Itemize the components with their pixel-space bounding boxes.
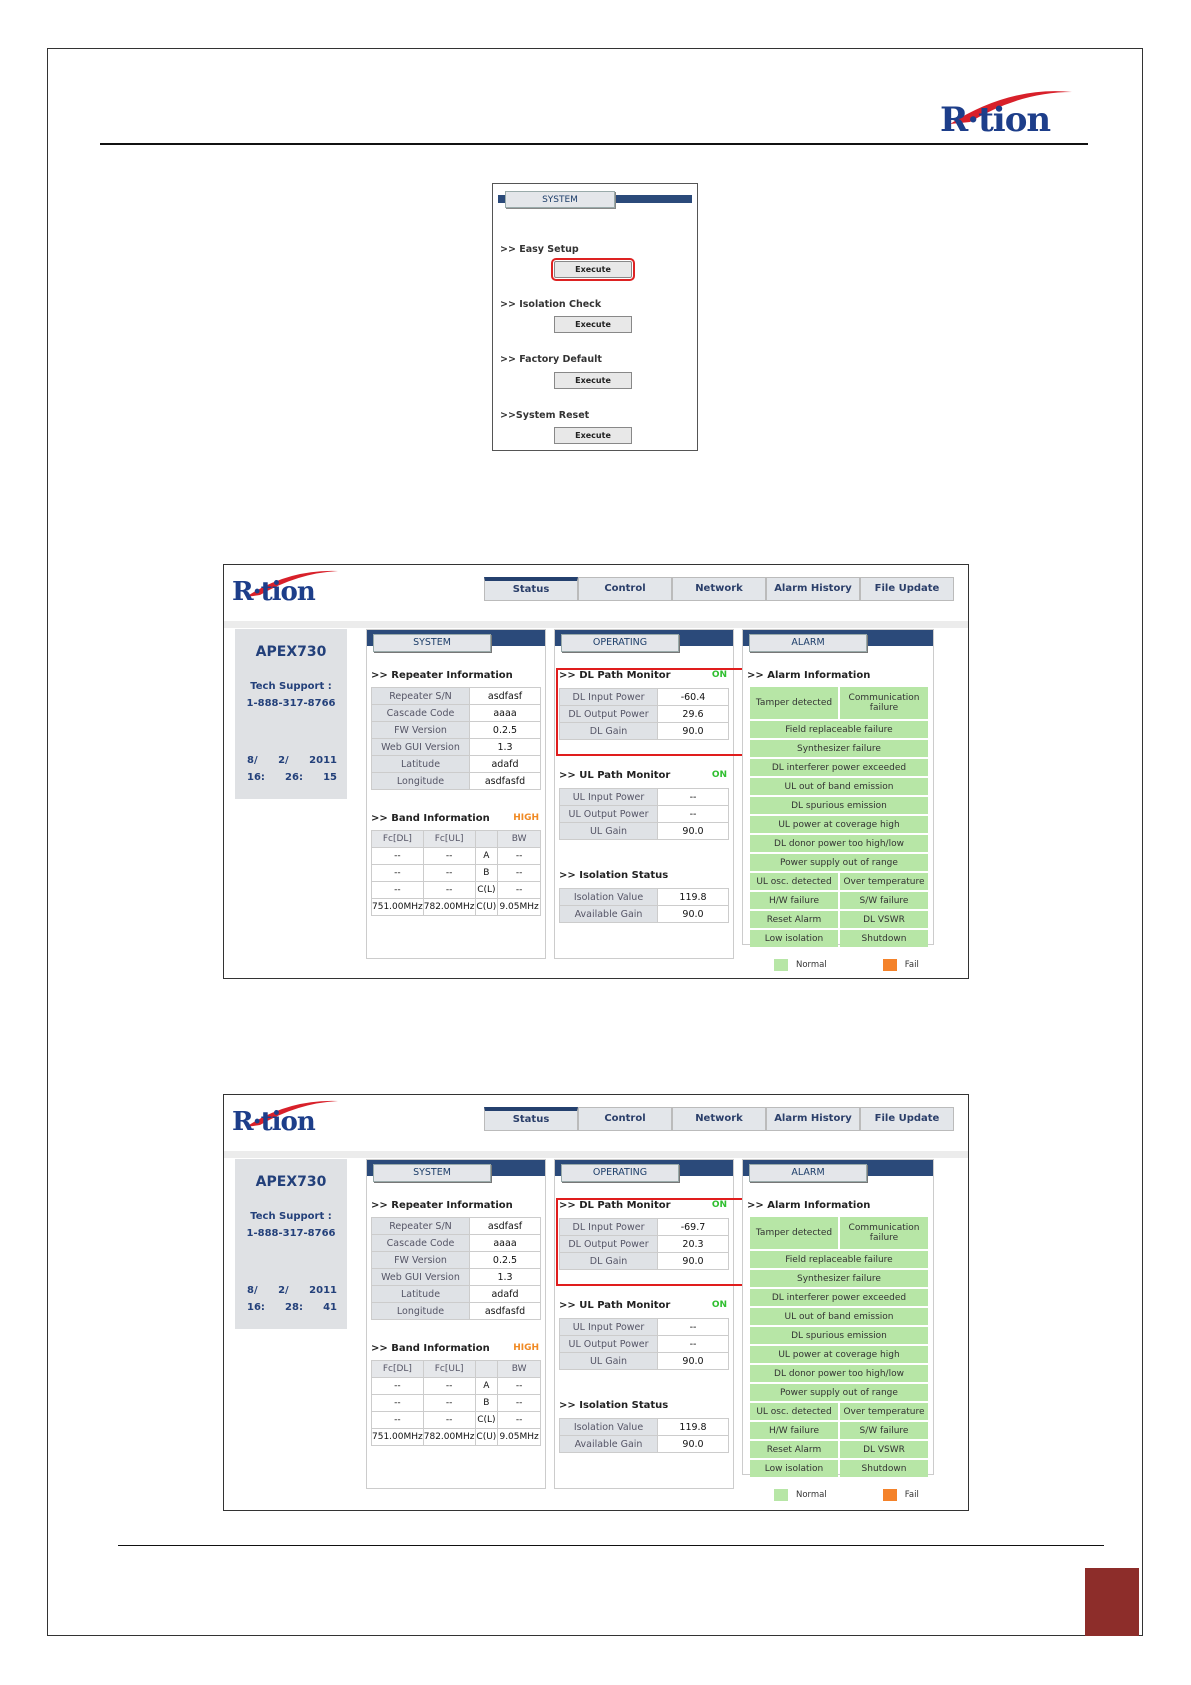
row-label: Latitude (372, 1286, 470, 1303)
table-row (372, 899, 541, 916)
alarm-indicator: UL osc. detected (750, 873, 838, 890)
alarm-indicator: Field replaceable failure (750, 721, 928, 738)
table-cell: A (475, 848, 498, 865)
repeater-info-table (371, 1217, 541, 1320)
tech-support-label: Tech Support : (250, 681, 332, 692)
row-value: -- (658, 789, 729, 806)
row-value: 29.6 (658, 706, 729, 723)
row-value: asdfasf (470, 1218, 541, 1235)
alarm-indicator: S/W failure (840, 1422, 928, 1439)
tab-alarm-history[interactable]: Alarm History (766, 1107, 860, 1131)
time-second: 41 (323, 1302, 337, 1313)
table-cell: B (475, 865, 498, 882)
date-year: 2011 (309, 755, 337, 766)
row-label: DL Gain (560, 723, 658, 740)
tab-alarm-history[interactable]: Alarm History (766, 577, 860, 601)
row-value: 1.3 (470, 1269, 541, 1286)
alarm-indicator: UL power at coverage high (750, 1346, 928, 1363)
table-row (560, 823, 729, 840)
row-label: Web GUI Version (372, 1269, 470, 1286)
legend (774, 1489, 919, 1501)
row-label: DL Input Power (560, 689, 658, 706)
table-row (560, 806, 729, 823)
row-label: UL Output Power (560, 806, 658, 823)
table-row (560, 889, 729, 906)
alarm-indicator: UL power at coverage high (750, 816, 928, 833)
alarm-column (742, 1159, 934, 1475)
nav-tabs (484, 577, 954, 601)
alarm-column (742, 629, 934, 945)
table-row (372, 705, 541, 722)
alarm-indicator: Shutdown (840, 1460, 928, 1477)
column-header: Fc[UL] (423, 1361, 475, 1378)
alarm-info-heading: >> Alarm Information (747, 1200, 871, 1211)
repeater-info-heading: >> Repeater Information (371, 670, 513, 681)
time-hour: 16: (247, 772, 265, 783)
alarm-indicator: Synthesizer failure (750, 1270, 928, 1287)
app-logo (232, 1107, 315, 1137)
table-cell: 9.05MHz (498, 1429, 541, 1446)
operating-caption: OPERATING (561, 1164, 679, 1182)
alarm-grid (750, 687, 928, 947)
normal-swatch (774, 959, 788, 971)
row-label: UL Input Power (560, 1319, 658, 1336)
system-panel (492, 183, 698, 451)
system-caption: SYSTEM (373, 634, 491, 652)
ul-path-status: ON (711, 1300, 727, 1310)
table-row (372, 1378, 541, 1395)
row-value: -69.7 (658, 1219, 729, 1236)
repeater-info-table (371, 687, 541, 790)
alarm-indicator: DL VSWR (840, 911, 928, 928)
nav-tabs (484, 1107, 954, 1131)
system-caption: SYSTEM (373, 1164, 491, 1182)
row-label: UL Input Power (560, 789, 658, 806)
tab-control[interactable]: Control (578, 1107, 672, 1131)
fail-swatch (883, 1489, 897, 1501)
alarm-indicator: Reset Alarm (750, 911, 838, 928)
system-column (366, 629, 546, 959)
row-label: UL Output Power (560, 1336, 658, 1353)
column-header (475, 831, 498, 848)
row-value: asdfasfd (470, 1303, 541, 1320)
dl-path-heading: >> DL Path Monitor ON (559, 1200, 727, 1211)
ul-path-heading: >> UL Path Monitor ON (559, 770, 727, 781)
table-row (372, 882, 541, 899)
table-row (560, 1436, 729, 1453)
ul-path-table (559, 788, 729, 840)
table-cell: 751.00MHz (372, 1429, 424, 1446)
table-row (372, 1286, 541, 1303)
easy-setup-execute-button[interactable]: Execute (554, 261, 632, 278)
table-row (560, 1336, 729, 1353)
row-label: Web GUI Version (372, 739, 470, 756)
tab-file-update[interactable]: File Update (860, 1107, 954, 1131)
row-value: 90.0 (658, 823, 729, 840)
device-time (247, 1302, 337, 1313)
table-header-row (372, 831, 541, 848)
row-label: DL Output Power (560, 1236, 658, 1253)
factory-default-label: >> Factory Default (500, 354, 602, 365)
header-divider (224, 1151, 968, 1158)
column-header: Fc[DL] (372, 831, 424, 848)
table-row (560, 789, 729, 806)
table-cell: -- (498, 848, 541, 865)
row-value: -- (658, 1319, 729, 1336)
dl-path-status: ON (711, 1200, 727, 1210)
tab-network[interactable]: Network (672, 1107, 766, 1131)
table-cell: A (475, 1378, 498, 1395)
isolation-table (559, 1418, 729, 1453)
isolation-table (559, 888, 729, 923)
alarm-indicator: DL donor power too high/low (750, 835, 928, 852)
alarm-indicator: H/W failure (750, 892, 838, 909)
legend-normal-label: Normal (796, 1490, 827, 1500)
band-status: HIGH (513, 1343, 539, 1353)
time-minute: 26: (285, 772, 303, 783)
alarm-info-heading: >> Alarm Information (747, 670, 871, 681)
alarm-tamper-detected: Tamper detected (750, 1217, 838, 1249)
tab-control[interactable]: Control (578, 577, 672, 601)
legend-normal-label: Normal (796, 960, 827, 970)
date-month: 8/ (247, 755, 258, 766)
table-cell: -- (423, 882, 475, 899)
table-cell: C(U) (475, 1429, 498, 1446)
table-row (560, 1319, 729, 1336)
time-hour: 16: (247, 1302, 265, 1313)
system-column (366, 1159, 546, 1489)
row-label: Available Gain (560, 906, 658, 923)
band-info-heading: >> Band Information HIGH (371, 1343, 539, 1354)
row-value: 119.8 (658, 1419, 729, 1436)
row-value: 90.0 (658, 1353, 729, 1370)
row-value: aaaa (470, 1235, 541, 1252)
table-row (372, 1252, 541, 1269)
column-header: Fc[DL] (372, 1361, 424, 1378)
date-day: 2/ (278, 755, 289, 766)
table-cell: 9.05MHz (498, 899, 541, 916)
row-value: -- (658, 806, 729, 823)
column-header: Fc[UL] (423, 831, 475, 848)
device-date (247, 755, 337, 766)
row-value: 90.0 (658, 723, 729, 740)
alarm-indicator: Power supply out of range (750, 1384, 928, 1401)
device-model: APEX730 (255, 644, 327, 660)
table-cell: -- (372, 1412, 424, 1429)
row-label: UL Gain (560, 1353, 658, 1370)
tech-support-number: 1-888-317-8766 (246, 1228, 336, 1239)
easy-setup-label: >> Easy Setup (500, 244, 579, 255)
ul-path-table (559, 1318, 729, 1370)
row-label: Repeater S/N (372, 1218, 470, 1235)
alarm-indicator: Over temperature (840, 873, 928, 890)
alarm-indicator: Low isolation (750, 1460, 838, 1477)
device-info-box (235, 1159, 347, 1329)
time-minute: 28: (285, 1302, 303, 1313)
row-label: Isolation Value (560, 1419, 658, 1436)
row-label: Isolation Value (560, 889, 658, 906)
alarm-tamper-detected: Tamper detected (750, 687, 838, 719)
table-row (372, 773, 541, 790)
system-reset-execute-button[interactable]: Execute (554, 427, 632, 444)
row-value: adafd (470, 1286, 541, 1303)
row-value: aaaa (470, 705, 541, 722)
alarm-indicator: DL interferer power exceeded (750, 1289, 928, 1306)
logo-text: R·tion (940, 100, 1051, 140)
table-row (372, 1269, 541, 1286)
header-divider (224, 621, 968, 628)
table-row (560, 1419, 729, 1436)
band-info-heading: >> Band Information HIGH (371, 813, 539, 824)
row-value: -- (658, 1336, 729, 1353)
alarm-caption: ALARM (749, 1164, 867, 1182)
isolation-check-label: >> Isolation Check (500, 299, 602, 310)
column-header (475, 1361, 498, 1378)
table-cell: -- (423, 1412, 475, 1429)
table-cell: 782.00MHz (423, 1429, 475, 1446)
alarm-indicator: H/W failure (750, 1422, 838, 1439)
row-value: 119.8 (658, 889, 729, 906)
logo-text: R·tion (232, 577, 315, 607)
row-value: 1.3 (470, 739, 541, 756)
time-second: 15 (323, 772, 337, 783)
alarm-indicator: UL osc. detected (750, 1403, 838, 1420)
row-label: FW Version (372, 722, 470, 739)
status-screenshot-2 (223, 1094, 969, 1511)
tab-file-update[interactable]: File Update (860, 577, 954, 601)
table-cell: -- (423, 848, 475, 865)
dl-path-highlight (556, 668, 748, 756)
row-value: asdfasfd (470, 773, 541, 790)
legend (774, 959, 919, 971)
row-label: Available Gain (560, 1436, 658, 1453)
alarm-grid (750, 1217, 928, 1477)
table-row (560, 1353, 729, 1370)
tech-support-label: Tech Support : (250, 1211, 332, 1222)
row-label: Longitude (372, 773, 470, 790)
table-cell: B (475, 1395, 498, 1412)
row-value: 90.0 (658, 1253, 729, 1270)
isolation-check-execute-button[interactable]: Execute (554, 316, 632, 333)
isolation-heading: >> Isolation Status (559, 1400, 669, 1411)
table-cell: -- (372, 882, 424, 899)
table-cell: -- (423, 1378, 475, 1395)
table-row (372, 722, 541, 739)
footer-rule (118, 1545, 1104, 1546)
device-date (247, 1285, 337, 1296)
legend-fail-label: Fail (904, 1490, 919, 1500)
band-status: HIGH (513, 813, 539, 823)
table-row (372, 865, 541, 882)
logo-text: R·tion (232, 1107, 315, 1137)
alarm-indicator: UL out of band emission (750, 778, 928, 795)
alarm-communication-failure: Communication failure (840, 687, 928, 719)
row-value: -60.4 (658, 689, 729, 706)
table-row (372, 1429, 541, 1446)
repeater-info-heading: >> Repeater Information (371, 1200, 513, 1211)
legend-fail-label: Fail (904, 960, 919, 970)
row-label: DL Input Power (560, 1219, 658, 1236)
row-value: 20.3 (658, 1236, 729, 1253)
table-cell: C(L) (475, 1412, 498, 1429)
alarm-indicator: Low isolation (750, 930, 838, 947)
device-time (247, 772, 337, 783)
system-caption: SYSTEM (505, 191, 615, 208)
row-value: 90.0 (658, 1436, 729, 1453)
tab-network[interactable]: Network (672, 577, 766, 601)
row-value: 0.2.5 (470, 722, 541, 739)
table-cell: -- (498, 1395, 541, 1412)
alarm-indicator: S/W failure (840, 892, 928, 909)
row-label: Repeater S/N (372, 688, 470, 705)
table-row (372, 739, 541, 756)
table-cell: -- (498, 1378, 541, 1395)
date-year: 2011 (309, 1285, 337, 1296)
date-day: 2/ (278, 1285, 289, 1296)
alarm-indicator: DL interferer power exceeded (750, 759, 928, 776)
table-cell: -- (372, 865, 424, 882)
band-info-table (371, 830, 541, 916)
table-cell: -- (498, 865, 541, 882)
row-label: Longitude (372, 1303, 470, 1320)
app-logo (232, 577, 315, 607)
band-info-table (371, 1360, 541, 1446)
status-screenshot-1 (223, 564, 969, 979)
tech-support-number: 1-888-317-8766 (246, 698, 336, 709)
row-label: Latitude (372, 756, 470, 773)
dl-path-highlight (556, 1198, 748, 1286)
table-cell: 751.00MHz (372, 899, 424, 916)
tab-status[interactable]: Status (484, 577, 578, 601)
table-cell: -- (423, 865, 475, 882)
table-cell: 782.00MHz (423, 899, 475, 916)
alarm-indicator: DL spurious emission (750, 797, 928, 814)
dl-path-status: ON (711, 670, 727, 680)
alarm-indicator: UL out of band emission (750, 1308, 928, 1325)
alarm-indicator: DL donor power too high/low (750, 1365, 928, 1382)
table-row (372, 848, 541, 865)
table-cell: -- (372, 848, 424, 865)
row-label: FW Version (372, 1252, 470, 1269)
device-info-box (235, 629, 347, 799)
column-header: BW (498, 831, 541, 848)
row-value: 0.2.5 (470, 1252, 541, 1269)
device-model: APEX730 (255, 1174, 327, 1190)
row-value: 90.0 (658, 906, 729, 923)
normal-swatch (774, 1489, 788, 1501)
alarm-indicator: DL VSWR (840, 1441, 928, 1458)
alarm-indicator: Field replaceable failure (750, 1251, 928, 1268)
table-cell: C(U) (475, 899, 498, 916)
alarm-indicator: Over temperature (840, 1403, 928, 1420)
column-header: BW (498, 1361, 541, 1378)
dl-path-heading: >> DL Path Monitor ON (559, 670, 727, 681)
table-row (372, 1412, 541, 1429)
alarm-indicator: Power supply out of range (750, 854, 928, 871)
date-month: 8/ (247, 1285, 258, 1296)
table-cell: -- (372, 1395, 424, 1412)
tab-status[interactable]: Status (484, 1107, 578, 1131)
table-row (372, 1218, 541, 1235)
brand-logo (940, 100, 1050, 140)
ul-path-heading: >> UL Path Monitor ON (559, 1300, 727, 1311)
header-rule (100, 143, 1088, 145)
table-row (560, 906, 729, 923)
table-row (372, 688, 541, 705)
table-cell: -- (423, 1395, 475, 1412)
ul-path-status: ON (711, 770, 727, 780)
row-label: DL Gain (560, 1253, 658, 1270)
row-label: DL Output Power (560, 706, 658, 723)
alarm-indicator: Synthesizer failure (750, 740, 928, 757)
table-cell: -- (372, 1378, 424, 1395)
table-cell: -- (498, 1412, 541, 1429)
row-label: Cascade Code (372, 705, 470, 722)
table-cell: C(L) (475, 882, 498, 899)
system-reset-label: >>System Reset (500, 410, 590, 421)
table-header-row (372, 1361, 541, 1378)
operating-caption: OPERATING (561, 634, 679, 652)
table-row (372, 756, 541, 773)
factory-default-execute-button[interactable]: Execute (554, 372, 632, 389)
fail-swatch (883, 959, 897, 971)
alarm-indicator: Reset Alarm (750, 1441, 838, 1458)
table-row (372, 1235, 541, 1252)
row-value: asdfasf (470, 688, 541, 705)
row-label: UL Gain (560, 823, 658, 840)
table-cell: -- (498, 882, 541, 899)
isolation-heading: >> Isolation Status (559, 870, 669, 881)
page-number-tab (1085, 1568, 1139, 1636)
table-row (372, 1303, 541, 1320)
alarm-caption: ALARM (749, 634, 867, 652)
row-label: Cascade Code (372, 1235, 470, 1252)
alarm-indicator: DL spurious emission (750, 1327, 928, 1344)
alarm-indicator: Shutdown (840, 930, 928, 947)
table-row (372, 1395, 541, 1412)
row-value: adafd (470, 756, 541, 773)
alarm-communication-failure: Communication failure (840, 1217, 928, 1249)
